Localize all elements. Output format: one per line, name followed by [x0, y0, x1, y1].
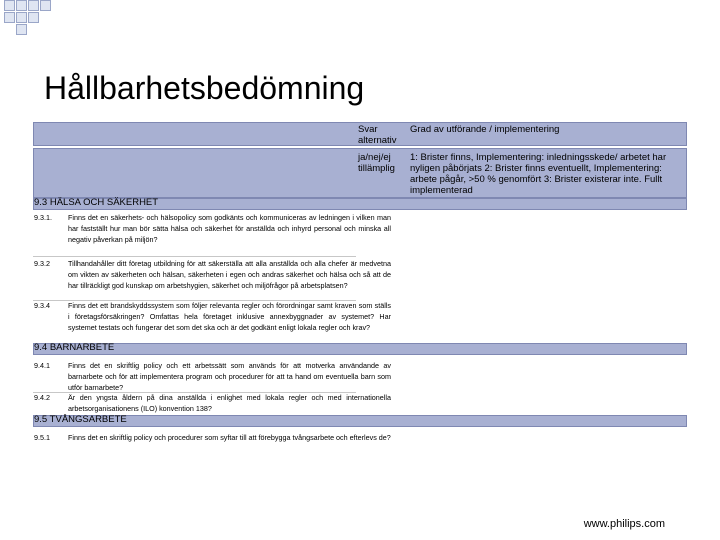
question-row	[34, 258, 391, 301]
decor-square	[4, 12, 15, 23]
decor-square	[4, 0, 15, 11]
question-row	[34, 212, 391, 257]
question-number: 9.3.4	[34, 301, 50, 310]
question-text: Finns det en skriftlig policy och ett arbetssätt som används för att motverka användande av barnarbete och för att implementera program och procedurer för att ta hand om eventuella barn som utför barnarbete?	[68, 361, 391, 393]
section-title: 9.3 HÄLSA OCH SÄKERHET	[34, 197, 159, 208]
question-number: 9.3.1.	[34, 213, 52, 222]
question-number: 9.4.2	[34, 393, 50, 402]
question-number: 9.4.1	[34, 361, 50, 370]
question-number: 9.5.1	[34, 433, 50, 442]
decor-square	[16, 24, 27, 35]
section-bar	[33, 415, 687, 427]
question-text: Finns det ett brandskyddssystem som följer relevanta regler och förordningar samt kraven som ställs i företagsförsäkringen? Omfattas hela företaget inklusive annexbyggnader av systemet? Har systemet testats och fungerar det som det ska och är det godkänt enligt lokala regler och krav?	[68, 301, 391, 333]
question-text: Tillhandahåller ditt företag utbildning för att säkerställa att alla anställda och alla chefer är medvetna om vikten av säkerheten och hälsan, säkerheten i egen och andras säkerhet och hälsa och så att de har tillräckligt god kunskap om arbetshygien, säkerhet och miljöfrågor på arbetsplatsen?	[68, 259, 391, 291]
column-header-degree: Grad av utförande / implementering	[410, 124, 560, 135]
question-row	[34, 392, 391, 414]
decor-square	[16, 0, 27, 11]
answer-options: ja/nej/ej tillämplig	[358, 152, 395, 174]
decor-square	[16, 12, 27, 23]
section-title: 9.5 TVÅNGSARBETE	[34, 414, 127, 425]
page-title: Hållbarhetsbedömning	[44, 70, 365, 106]
row-divider	[33, 256, 356, 257]
section-title: 9.4 BARNARBETE	[34, 342, 115, 353]
column-header-answer: Svar alternativ	[358, 124, 397, 146]
section-bar	[33, 343, 687, 355]
question-text: Finns det en skriftlig policy och procedurer som syftar till att förebygga tvångsarbete och efterlevs de?	[68, 433, 391, 442]
question-number: 9.3.2	[34, 259, 50, 268]
decor-square	[40, 0, 51, 11]
degree-description: 1: Brister finns, Implementering: inledningsskede/ arbetet har nyligen påbörjats 2: Brister finns eventuellt, Implementering: arbete pågår, >50 % genomfört 3: Brister existerar inte. Fullt implementerad	[410, 152, 667, 196]
decor-square	[28, 0, 39, 11]
question-text: Är den yngsta åldern på dina anställda i enlighet med lokala regler och med internationella arbetsorganisationens (ILO) konvention 138?	[68, 393, 391, 414]
decor-square	[28, 12, 39, 23]
question-row	[34, 360, 391, 393]
corner-decoration	[0, 0, 60, 40]
question-row	[34, 300, 391, 342]
question-row	[34, 432, 391, 454]
footer-url: www.philips.com	[583, 518, 665, 530]
question-text: Finns det en säkerhets- och hälsopolicy som godkänts och kommuniceras av ledningen i vilken man har fastställt hur man bör sätta hälsa och säkerhet för anställda och inhyrd personal och minska all negativ påverkan på miljön?	[68, 213, 391, 245]
